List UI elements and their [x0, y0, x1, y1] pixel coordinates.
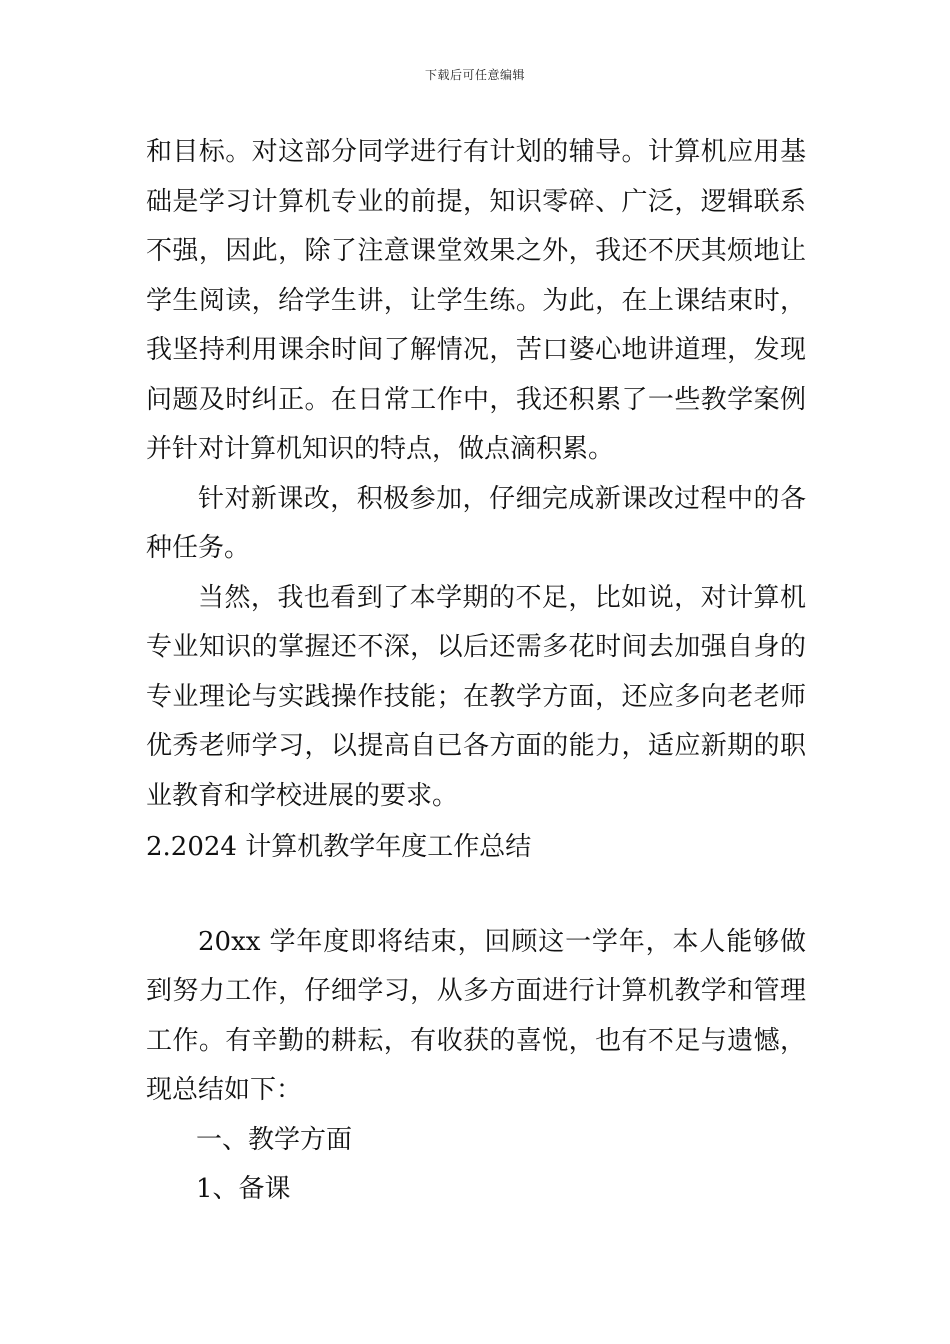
- subheading-lesson-prep: 1、备课: [196, 1174, 291, 1204]
- paragraph-new-curriculum: 针对新课改，积极参加，仔细完成新课改过程中的各种任务。: [146, 483, 806, 563]
- subheading-teaching: 一、教学方面: [196, 1124, 353, 1155]
- section-title: 2.2024 计算机教学年度工作总结: [146, 832, 532, 862]
- paragraph-continuation: 和目标。对这部分同学进行有计划的辅导。计算机应用基础是学习计算机专业的前提，知识零碎、广泛，逻辑联系不强，因此，除了注意课堂效果之外，我还不厌其烦地让学生阅读，给学生讲，让学生练。为此，在上课结束时，我坚持利用课余时间了解情况，苦口婆心地讲道理，发现问题及时纠正。在日常工作中，我还积累了一些教学案例并针对计算机知识的特点，做点滴积累。: [146, 137, 806, 464]
- paragraph-summary-intro: 20xx 学年度即将结束，回顾这一学年，本人能够做到努力工作，仔细学习，从多方面进行计算机教学和管理工作。有辛勤的耕耘，有收获的喜悦，也有不足与遗憾，现总结如下：: [146, 926, 806, 1105]
- page-header: 下载后可任意编辑: [424, 68, 525, 82]
- blank-line: [146, 873, 806, 918]
- paragraph-shortcomings: 当然，我也看到了本学期的不足，比如说，对计算机专业知识的掌握还不深，以后还需多花时间去加强自身的专业理论与实践操作技能；在教学方面，还应多向老老师优秀老师学习，以提高自已各方面的能力，适应新期的职业教育和学校进展的要求。: [146, 582, 806, 811]
- document-body: [146, 128, 806, 1215]
